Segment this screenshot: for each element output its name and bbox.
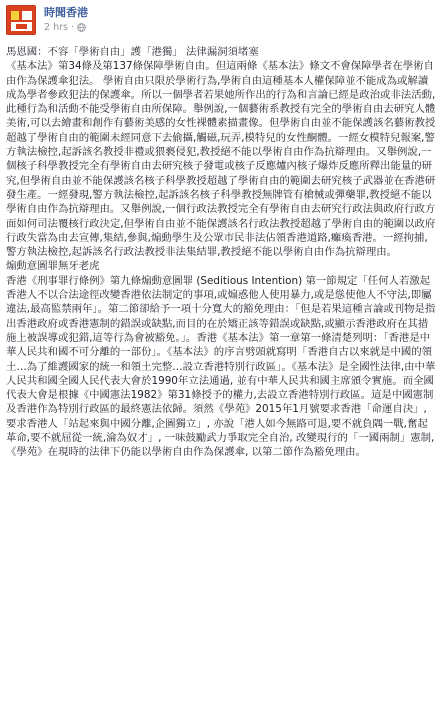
page-avatar[interactable] xyxy=(6,5,36,35)
post-header xyxy=(0,5,444,45)
logo-block xyxy=(22,11,32,20)
section-title: 煽動意圖罪無牙老虎 xyxy=(6,260,100,273)
separator-dot: · xyxy=(70,22,74,33)
post-meta xyxy=(44,5,88,34)
post-subline xyxy=(44,21,88,34)
post-paragraph-2: 香港《刑事罪行條例》第九條煽動意圖罪 (Seditious Intention) 第一節規定「任何人若激起香港人不以合法途徑改變香港依法制定的事項,或煽惑他人使用暴力,或是慫使他人不守法,即屬違法,最高監禁兩年」。第二節卻給予一項十分寬大的豁免理由：「但是若果這種言論或刊物是指出香港政府或香港憲制的錯誤或缺點,而目的在於矯正該等錯誤或缺點,或顯示香港政府在其措施上被誤導或犯錯,這等行為會被豁免。」。香港《基本法》第一章第一條清楚列明：「香港是中華人民共和國不可分離的一部份」。《基本法》的序言劈頭就寫明「香港自古以來就是中國的領土…為了維護國家的統一和領土完整…設立香港特別行政區」。《基本法》是全國性法律,由中華人民共和國全國人民代表大會於1990年立法通過, 並有中華人民共和國主席頒令實施。而全國代表大會是根據《中國憲法1982》第31條授予的權力,去設立香港特別行政區。這是中國憲制及香港作為特別行政區的最終憲法依歸。須然《學苑》2015年1月號要求香港「命運自決」, 要求香港人「站起來與中國分離,企圖獨立」, 亦說「港人如今無路可退,要不就負隅一戰,奮起革命,要不就屈從一統,淪為奴才」, 一味鼓勵武力爭取完全自治, 改變現行的「一國兩制」憲制, 《學苑》在現時的法律下仍能以學術自由作為保護傘, 以第二節作為豁免理由。 xyxy=(6,274,436,459)
page-name-link[interactable]: 時聞香港 xyxy=(44,6,88,19)
logo-block xyxy=(16,24,27,29)
post-title: 馬恩國：不容「學術自由」護「港獨」 法律漏洞須堵塞 xyxy=(6,46,259,58)
post-paragraph-1: 《基本法》第34條及第137條保障學術自由。但這兩條《基本法》條文不會保障學者在學術自由作為保護傘犯法。 學術自由只限於學術行為,學術自由這種基本人權保障並不能成為或解讀成為學者參政犯法的保護傘。所以一個學者若果她所作出的行為和言論已經是政治或非法活動,此種行為和活動不能受學術自由所保障。舉例說,一個藝術系教授有完全的學術自由去研究人體美術,可以去繪畫和創作有藝術美感的女性裸體素描畫像。但學術自由並不能保護該名藝術教授超越了學術自由的範圍未經同意下去偷攝,觸磁,玩弄,模特兒的女性酮體。一經女模特兒報案,警方執法檢控,起訴該名教授非禮或猥褻侵犯,教授絕不能以學術自由作為抗辯理由。又舉例說,一個核子科學教授完全有學術自由去研究核子發電或核子反應爐內核子爆炸反應所釋出能量的研究,但學術自由並不能保護該名核子科學教授超越了學術自由的範圍去研究核子武器並在香港研發生產。一經發現,警方執法檢控,起訴該名核子科學教授無牌管有槍械或彈藥罪,教授絕不能以學術自由作為抗辯理由。又舉例說,一個行政法教授完全有學術自由去研究行政法與政府行政方面如何司法覆核行政決定,但學術自由並不能保護該名行政法教授超越了學術自由的範圍以政府行政失當為由去宣傳,集結,參與,煽動學生及公眾市民非法佔領香港道路,癱瘓香港。一經拘捕,警方執法檢控,起訴該名行政法教授非法集結罪,教授絕不能以學術自由作為抗辯理由。 xyxy=(6,60,436,259)
globe-icon xyxy=(77,23,86,32)
post-body xyxy=(0,45,444,460)
logo-block xyxy=(11,11,19,20)
post-timestamp[interactable]: 2 hrs xyxy=(44,22,68,33)
